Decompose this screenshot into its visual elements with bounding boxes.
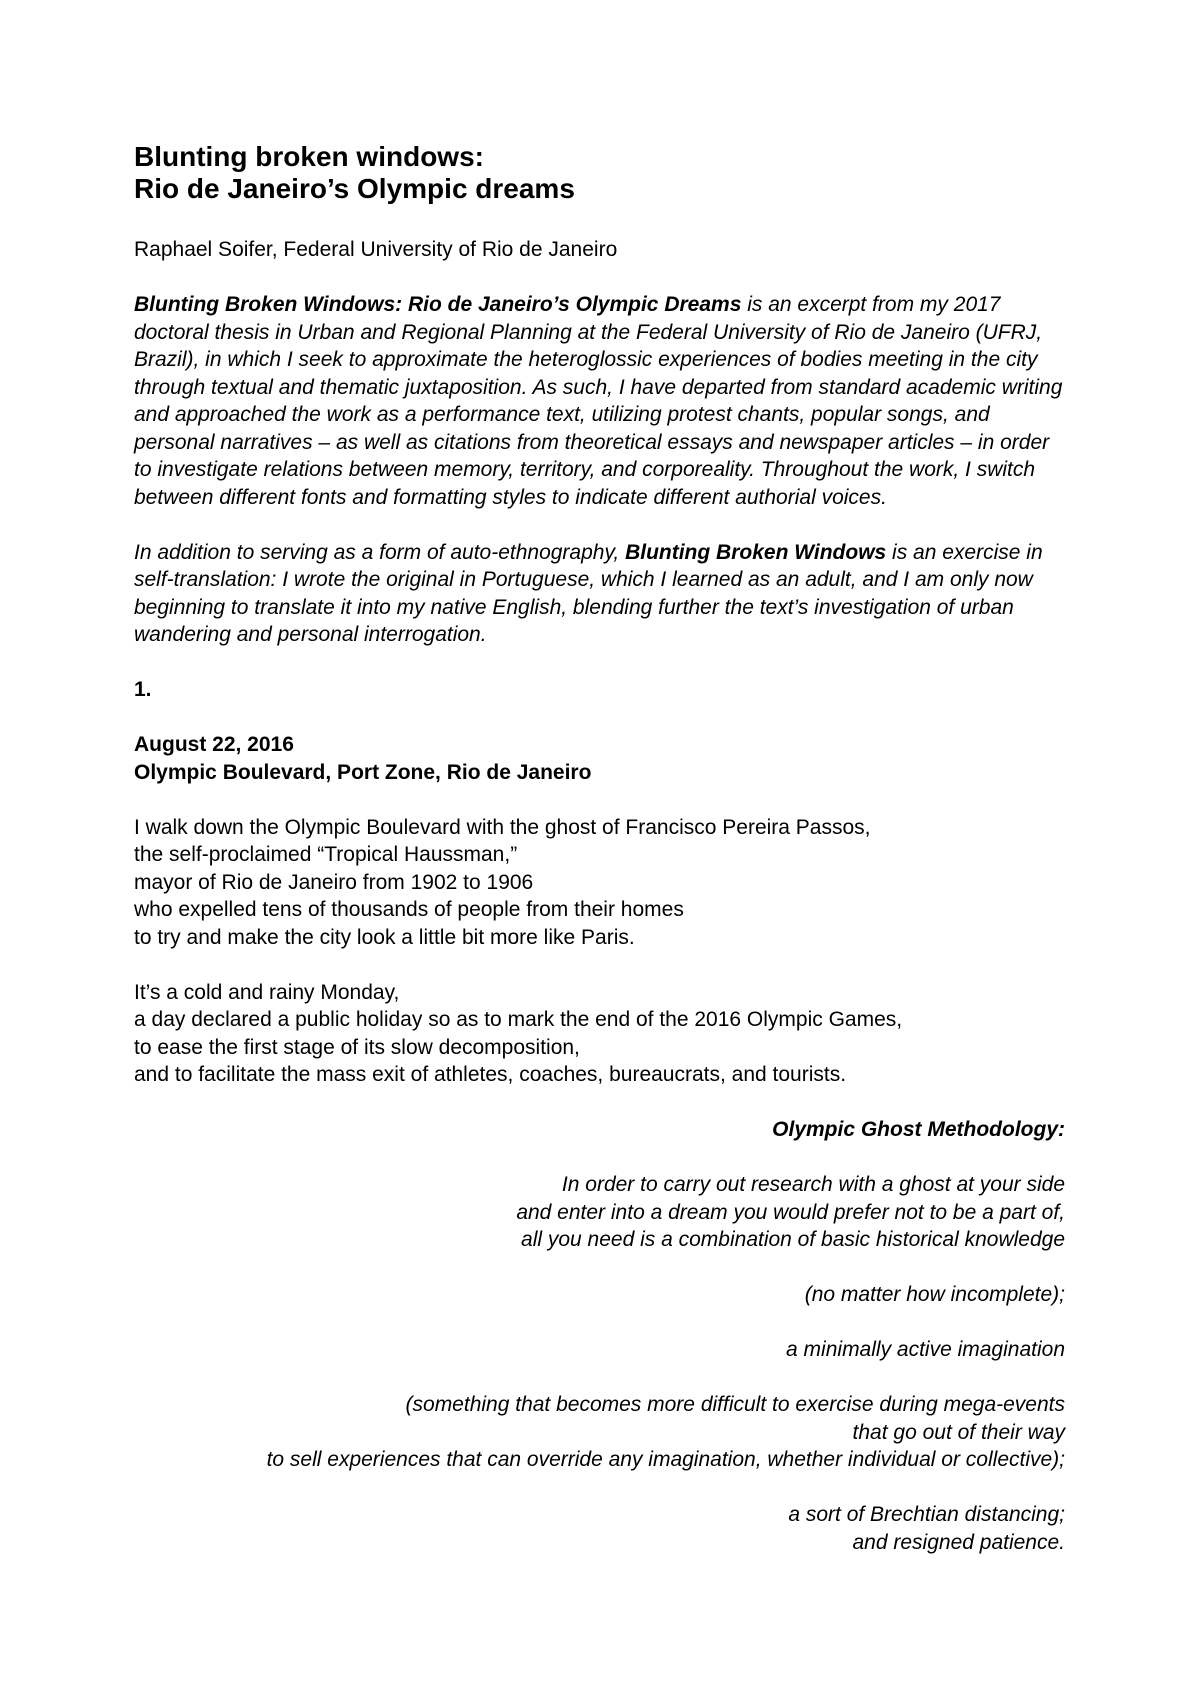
methodology-line: (no matter how incomplete); bbox=[804, 1283, 1065, 1306]
methodology-line: a sort of Brechtian distancing; bbox=[788, 1503, 1065, 1526]
methodology-block-5 bbox=[134, 1501, 1065, 1556]
page-title bbox=[134, 141, 1065, 204]
methodology-heading: Olympic Ghost Methodology: bbox=[772, 1118, 1065, 1141]
methodology-line: that go out of their way bbox=[852, 1420, 1065, 1444]
methodology-line: and resigned patience. bbox=[852, 1530, 1065, 1554]
stanza-line: to try and make the city look a little bit more like Paris. bbox=[134, 925, 635, 949]
title-line-1: Blunting broken windows: bbox=[134, 141, 484, 172]
methodology-line: to sell experiences that can override any imagination, whether individual or collective); bbox=[266, 1448, 1065, 1471]
dateline-date: August 22, 2016 bbox=[134, 733, 294, 756]
stanza-line: I walk down the Olympic Boulevard with the ghost of Francisco Pereira Passos, bbox=[134, 815, 871, 839]
methodology-line: all you need is a combination of basic historical knowledge bbox=[521, 1228, 1065, 1251]
methodology-block-2 bbox=[134, 1281, 1065, 1309]
methodology-line: (something that becomes more difficult to exercise during mega-events bbox=[405, 1393, 1065, 1416]
abstract-paragraph-1 bbox=[134, 291, 1065, 511]
abstract-paragraph-2 bbox=[134, 539, 1065, 649]
stanza-line: It’s a cold and rainy Monday, bbox=[134, 980, 400, 1004]
methodology-block-1 bbox=[134, 1171, 1065, 1254]
stanza-line: a day declared a public holiday so as to mark the end of the 2016 Olympic Games, bbox=[134, 1008, 903, 1031]
abstract-1-body: is an excerpt from my 2017 doctoral thesis in Urban and Regional Planning at the Federal University of Rio de Janeiro (UFRJ, Brazil), in which I seek to approximate the heteroglossic experiences of bodies meeting in the city through textual and thematic juxtaposition. As such, I have departed from standard academic writing and approached the work as a performance text, utilizing protest chants, popular songs, and personal narratives – as well as citations from theoretical essays and newspaper articles – in order to investigate relations between memory, territory, and corporeality. Throughout the work, I switch between different fonts and formatting styles to indicate different authorial voices. bbox=[134, 293, 1063, 509]
stanza-monday bbox=[134, 979, 1065, 1089]
stanza-line: who expelled tens of thousands of people from their homes bbox=[134, 898, 684, 921]
section-number: 1. bbox=[134, 678, 152, 701]
methodology-line: In order to carry out research with a ghost at your side bbox=[561, 1173, 1065, 1196]
byline: Raphael Soifer, Federal University of Rio de Janeiro bbox=[134, 238, 618, 261]
abstract-1-bold-lead: Blunting Broken Windows: Rio de Janeiro’s Olympic Dreams bbox=[134, 293, 742, 316]
stanza-line: mayor of Rio de Janeiro from 1902 to 1906 bbox=[134, 870, 534, 894]
methodology-line: a minimally active imagination bbox=[786, 1338, 1065, 1361]
title-line-2: Rio de Janeiro’s Olympic dreams bbox=[134, 172, 575, 204]
stanza-walk bbox=[134, 814, 1065, 952]
methodology-block-3 bbox=[134, 1336, 1065, 1364]
dateline-place: Olympic Boulevard, Port Zone, Rio de Janeiro bbox=[134, 760, 592, 784]
methodology-line: and enter into a dream you would prefer not to be a part of, bbox=[516, 1200, 1065, 1224]
abstract-2-bold-title: Blunting Broken Windows bbox=[625, 540, 887, 564]
dateline bbox=[134, 731, 1065, 786]
methodology-block-4 bbox=[134, 1391, 1065, 1474]
abstract-2-pre: In addition to serving as a form of auto-ethnography, bbox=[134, 540, 626, 564]
stanza-line: the self-proclaimed “Tropical Haussman,” bbox=[134, 843, 518, 866]
stanza-line: and to facilitate the mass exit of athletes, coaches, bureaucrats, and tourists. bbox=[134, 1063, 847, 1086]
abstract-2-post: is an exercise in self-translation: I wrote the original in Portuguese, which I learned as an adult, and I am only now beginning to translate it into my native English, blending further the text’s investigation of urban wandering and personal interrogation. bbox=[134, 540, 1043, 646]
stanza-line: to ease the first stage of its slow decomposition, bbox=[134, 1035, 580, 1059]
methodology-section bbox=[134, 1116, 1065, 1556]
